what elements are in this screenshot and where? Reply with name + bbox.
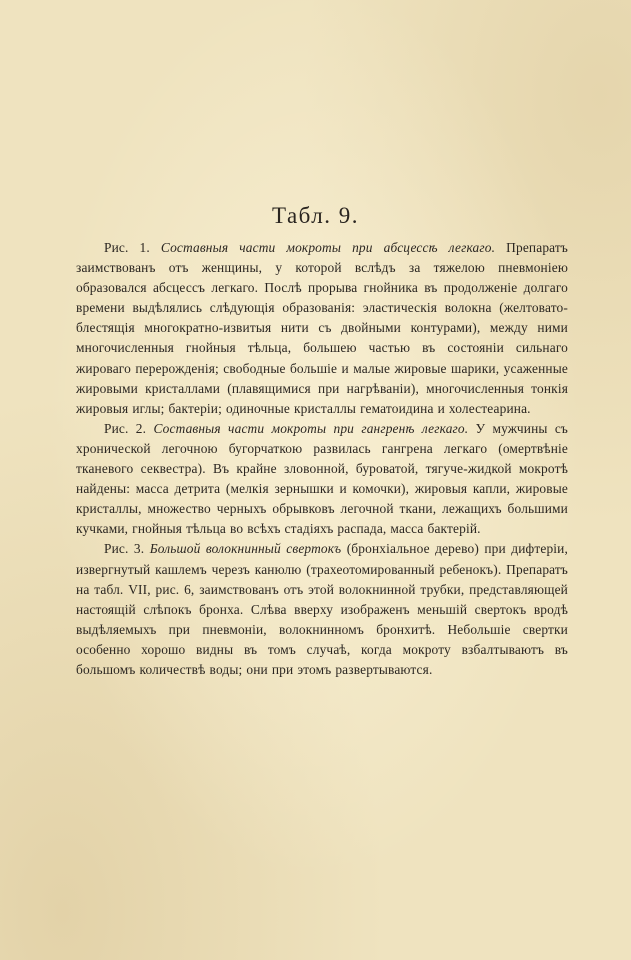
- figure-3-paragraph: [76, 539, 568, 680]
- figure-3-caption: Большой волокнинный свертокъ: [149, 541, 342, 557]
- page-title: Табл. 9.: [271, 203, 360, 228]
- figure-1-paragraph: [76, 238, 568, 419]
- figure-2-paragraph: [76, 419, 568, 540]
- figure-3-label: Рис. 3.: [104, 541, 145, 557]
- figure-2-text: У мужчины съ хронической легочною бугорчаткою развилась гангрена легкаго (омертвѣніе тканевого секвестра). Въ крайне зловонной, буроватой, тягуче-жидкой мокротѣ найдены: масса детрита (мелкія зернышки и комочки), жировыя капли, жировые кристаллы, множество черныхъ обрывковъ легочной ткани, лежащихъ большими кучками, гнойныя тѣльца во всѣхъ стадіяхъ распада, масса бактерій.: [76, 420, 569, 537]
- figure-3-text: (бронхіальное дерево) при дифтеріи, извергнутый кашлемъ черезъ канюлю (трахеотомированный ребенокъ). Препаратъ на табл. VII, рис. 6, заимствованъ отъ этой волокнинной трубки, представляющей настоящій слѣпокъ бронха. Слѣва вверху изображенъ меньшій свертокъ вродѣ выдѣляемыхъ при пневмоніи, волокнинномъ бронхитѣ. Небольшіе свертки особенно хорошо видны въ томъ случаѣ, когда мокроту взбалтываютъ въ большомъ количествѣ воды; они при этомъ развертываются.: [76, 541, 568, 677]
- figure-1-caption: Составныя части мокроты при абсцессѣ легкаго.: [160, 240, 496, 255]
- figure-1-text: Препаратъ заимствованъ отъ женщины, у которой вслѣдъ за тяжелою пневмоніею образовался абсцессъ легкаго. Послѣ прорыва гнойника въ продолженіе долгаго времени выдѣлялись слѣдующія образованія: эластическія волокна (желтовато-блестящія многократно-извитыя нити съ двойными контурами), между ними многочисленныя гнойныя тѣльца, большею частью въ состояніи сильнаго жироваго перерожденія; свободные большіе и малые жировые шарики, усаженные жировыми кристаллами (плавящимися при нагрѣваніи), многочисленныя тонкія жировыя иглы; бактеріи; одиночные кристаллы гематоидина и холестеарина.: [76, 240, 568, 416]
- document-body: [76, 238, 568, 680]
- figure-2-label: Рис. 2.: [104, 420, 147, 436]
- figure-1-label: Рис. 1.: [104, 240, 150, 255]
- figure-2-caption: Составныя части мокроты при гангренѣ легкаго.: [153, 420, 469, 436]
